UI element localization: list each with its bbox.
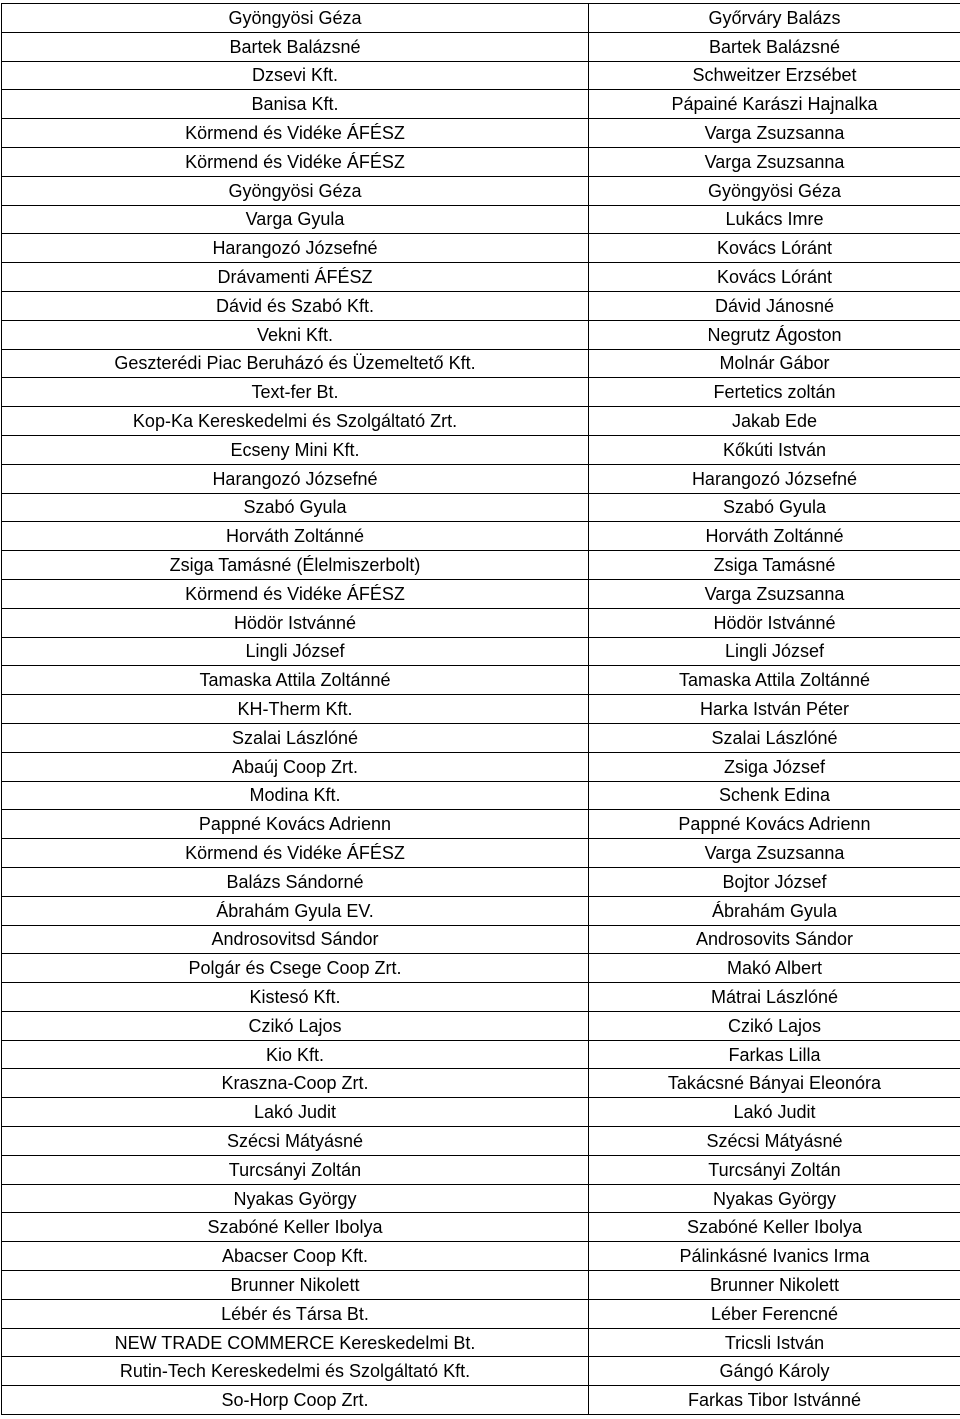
company-cell: Brunner Nikolett bbox=[2, 1271, 589, 1300]
table-row bbox=[2, 263, 960, 292]
contact-cell: Bartek Balázsné bbox=[589, 32, 960, 61]
contact-cell: Nyakas György bbox=[589, 1184, 960, 1213]
contact-cell: Varga Zsuzsanna bbox=[589, 119, 960, 148]
table-row bbox=[2, 1040, 960, 1069]
company-cell: Dávid és Szabó Kft. bbox=[2, 291, 589, 320]
company-cell: Hödör Istvánné bbox=[2, 608, 589, 637]
contact-cell: Szécsi Mátyásné bbox=[589, 1127, 960, 1156]
table-row bbox=[2, 1011, 960, 1040]
company-cell: Varga Gyula bbox=[2, 205, 589, 234]
table-row bbox=[2, 781, 960, 810]
company-cell: Gyöngyösi Géza bbox=[2, 176, 589, 205]
company-contact-table bbox=[1, 3, 960, 1415]
contact-cell: Mátrai Lászlóné bbox=[589, 983, 960, 1012]
table-row bbox=[2, 205, 960, 234]
company-cell: Abaúj Coop Zrt. bbox=[2, 752, 589, 781]
table-row bbox=[2, 1242, 960, 1271]
contact-cell: Lukács Imre bbox=[589, 205, 960, 234]
company-cell: So-Horp Coop Zrt. bbox=[2, 1386, 589, 1415]
company-cell: Ecseny Mini Kft. bbox=[2, 435, 589, 464]
company-cell: Nyakas György bbox=[2, 1184, 589, 1213]
table-row bbox=[2, 1127, 960, 1156]
company-cell: Czikó Lajos bbox=[2, 1011, 589, 1040]
contact-cell: Szabó Gyula bbox=[589, 493, 960, 522]
company-cell: Zsiga Tamásné (Élelmiszerbolt) bbox=[2, 551, 589, 580]
table-row bbox=[2, 464, 960, 493]
company-cell: Polgár és Csege Coop Zrt. bbox=[2, 954, 589, 983]
table-row bbox=[2, 666, 960, 695]
table-row bbox=[2, 1299, 960, 1328]
table-row bbox=[2, 983, 960, 1012]
table-row bbox=[2, 90, 960, 119]
contact-cell: Zsiga Tamásné bbox=[589, 551, 960, 580]
contact-cell: Dávid Jánosné bbox=[589, 291, 960, 320]
company-cell: Androsovitsd Sándor bbox=[2, 925, 589, 954]
company-cell: Körmend és Vidéke ÁFÉSZ bbox=[2, 839, 589, 868]
table-row bbox=[2, 147, 960, 176]
contact-cell: Szabóné Keller Ibolya bbox=[589, 1213, 960, 1242]
company-cell: Szalai Lászlóné bbox=[2, 723, 589, 752]
contact-cell: Czikó Lajos bbox=[589, 1011, 960, 1040]
contact-cell: Tricsli István bbox=[589, 1328, 960, 1357]
contact-cell: Farkas Tibor Istvánné bbox=[589, 1386, 960, 1415]
contact-cell: Harka István Péter bbox=[589, 695, 960, 724]
contact-cell: Varga Zsuzsanna bbox=[589, 147, 960, 176]
contact-cell: Schweitzer Erzsébet bbox=[589, 61, 960, 90]
table-row bbox=[2, 176, 960, 205]
table-row bbox=[2, 407, 960, 436]
company-cell: Modina Kft. bbox=[2, 781, 589, 810]
contact-cell: Ábrahám Gyula bbox=[589, 896, 960, 925]
contact-cell: Androsovits Sándor bbox=[589, 925, 960, 954]
table-row bbox=[2, 32, 960, 61]
table-row bbox=[2, 291, 960, 320]
table-row bbox=[2, 1271, 960, 1300]
table-row bbox=[2, 522, 960, 551]
company-cell: Körmend és Vidéke ÁFÉSZ bbox=[2, 579, 589, 608]
table-row bbox=[2, 954, 960, 983]
table-row bbox=[2, 839, 960, 868]
company-cell: Drávamenti ÁFÉSZ bbox=[2, 263, 589, 292]
table-row bbox=[2, 1098, 960, 1127]
company-cell: Banisa Kft. bbox=[2, 90, 589, 119]
contact-cell: Turcsányi Zoltán bbox=[589, 1155, 960, 1184]
contact-cell: Pálinkásné Ivanics Irma bbox=[589, 1242, 960, 1271]
contact-cell: Zsiga József bbox=[589, 752, 960, 781]
table-row bbox=[2, 1357, 960, 1386]
table-row bbox=[2, 1213, 960, 1242]
contact-cell: Varga Zsuzsanna bbox=[589, 579, 960, 608]
table-row bbox=[2, 608, 960, 637]
company-cell: Turcsányi Zoltán bbox=[2, 1155, 589, 1184]
contact-cell: Gyöngyösi Géza bbox=[589, 176, 960, 205]
contact-cell: Szalai Lászlóné bbox=[589, 723, 960, 752]
contact-cell: Farkas Lilla bbox=[589, 1040, 960, 1069]
table-row bbox=[2, 1184, 960, 1213]
company-cell: Tamaska Attila Zoltánné bbox=[2, 666, 589, 695]
table-row bbox=[2, 752, 960, 781]
table-row bbox=[2, 493, 960, 522]
contact-cell: Harangozó Józsefné bbox=[589, 464, 960, 493]
company-cell: Bartek Balázsné bbox=[2, 32, 589, 61]
contact-cell: Léber Ferencné bbox=[589, 1299, 960, 1328]
company-cell: Dzsevi Kft. bbox=[2, 61, 589, 90]
document-page bbox=[0, 3, 960, 1415]
table-row bbox=[2, 867, 960, 896]
company-cell: Text-fer Bt. bbox=[2, 378, 589, 407]
contact-cell: Jakab Ede bbox=[589, 407, 960, 436]
table-row bbox=[2, 637, 960, 666]
contact-cell: Brunner Nikolett bbox=[589, 1271, 960, 1300]
company-cell: Lingli József bbox=[2, 637, 589, 666]
contact-cell: Lakó Judit bbox=[589, 1098, 960, 1127]
table-row bbox=[2, 551, 960, 580]
table-row bbox=[2, 1386, 960, 1415]
table-row bbox=[2, 4, 960, 33]
contact-cell: Bojtor József bbox=[589, 867, 960, 896]
contact-cell: Tamaska Attila Zoltánné bbox=[589, 666, 960, 695]
table-row bbox=[2, 1069, 960, 1098]
company-cell: Gyöngyösi Géza bbox=[2, 4, 589, 33]
company-cell: Kio Kft. bbox=[2, 1040, 589, 1069]
contact-cell: Schenk Edina bbox=[589, 781, 960, 810]
table-row bbox=[2, 579, 960, 608]
table-row bbox=[2, 378, 960, 407]
company-cell: Kop-Ka Kereskedelmi és Szolgáltató Zrt. bbox=[2, 407, 589, 436]
contact-cell: Fertetics zoltán bbox=[589, 378, 960, 407]
table-row bbox=[2, 61, 960, 90]
table-row bbox=[2, 349, 960, 378]
table-row bbox=[2, 896, 960, 925]
contact-cell: Kőkúti István bbox=[589, 435, 960, 464]
contact-cell: Negrutz Ágoston bbox=[589, 320, 960, 349]
company-cell: Kistesó Kft. bbox=[2, 983, 589, 1012]
table-row bbox=[2, 723, 960, 752]
company-cell: Körmend és Vidéke ÁFÉSZ bbox=[2, 119, 589, 148]
table-body bbox=[2, 4, 960, 1415]
table-row bbox=[2, 810, 960, 839]
company-cell: Kraszna-Coop Zrt. bbox=[2, 1069, 589, 1098]
table-row bbox=[2, 695, 960, 724]
company-cell: Szabóné Keller Ibolya bbox=[2, 1213, 589, 1242]
contact-cell: Hödör Istvánné bbox=[589, 608, 960, 637]
company-cell: Vekni Kft. bbox=[2, 320, 589, 349]
contact-cell: Makó Albert bbox=[589, 954, 960, 983]
table-row bbox=[2, 1328, 960, 1357]
contact-cell: Gángó Károly bbox=[589, 1357, 960, 1386]
company-cell: Geszterédi Piac Beruházó és Üzemeltető Kft. bbox=[2, 349, 589, 378]
contact-cell: Győrváry Balázs bbox=[589, 4, 960, 33]
contact-cell: Pappné Kovács Adrienn bbox=[589, 810, 960, 839]
company-cell: Szécsi Mátyásné bbox=[2, 1127, 589, 1156]
company-cell: Ábrahám Gyula EV. bbox=[2, 896, 589, 925]
table-row bbox=[2, 925, 960, 954]
contact-cell: Molnár Gábor bbox=[589, 349, 960, 378]
company-cell: NEW TRADE COMMERCE Kereskedelmi Bt. bbox=[2, 1328, 589, 1357]
company-cell: Balázs Sándorné bbox=[2, 867, 589, 896]
contact-cell: Horváth Zoltánné bbox=[589, 522, 960, 551]
table-row bbox=[2, 320, 960, 349]
table-row bbox=[2, 435, 960, 464]
contact-cell: Kovács Lóránt bbox=[589, 234, 960, 263]
company-cell: Abacser Coop Kft. bbox=[2, 1242, 589, 1271]
company-cell: Szabó Gyula bbox=[2, 493, 589, 522]
company-cell: Horváth Zoltánné bbox=[2, 522, 589, 551]
contact-cell: Pápainé Karászi Hajnalka bbox=[589, 90, 960, 119]
contact-cell: Varga Zsuzsanna bbox=[589, 839, 960, 868]
company-cell: Körmend és Vidéke ÁFÉSZ bbox=[2, 147, 589, 176]
company-cell: Lakó Judit bbox=[2, 1098, 589, 1127]
contact-cell: Kovács Lóránt bbox=[589, 263, 960, 292]
company-cell: Lébér és Társa Bt. bbox=[2, 1299, 589, 1328]
company-cell: Pappné Kovács Adrienn bbox=[2, 810, 589, 839]
company-cell: Harangozó Józsefné bbox=[2, 234, 589, 263]
table-row bbox=[2, 1155, 960, 1184]
company-cell: Rutin-Tech Kereskedelmi és Szolgáltató Kft. bbox=[2, 1357, 589, 1386]
table-row bbox=[2, 234, 960, 263]
contact-cell: Lingli József bbox=[589, 637, 960, 666]
company-cell: KH-Therm Kft. bbox=[2, 695, 589, 724]
company-cell: Harangozó Józsefné bbox=[2, 464, 589, 493]
table-row bbox=[2, 119, 960, 148]
contact-cell: Takácsné Bányai Eleonóra bbox=[589, 1069, 960, 1098]
